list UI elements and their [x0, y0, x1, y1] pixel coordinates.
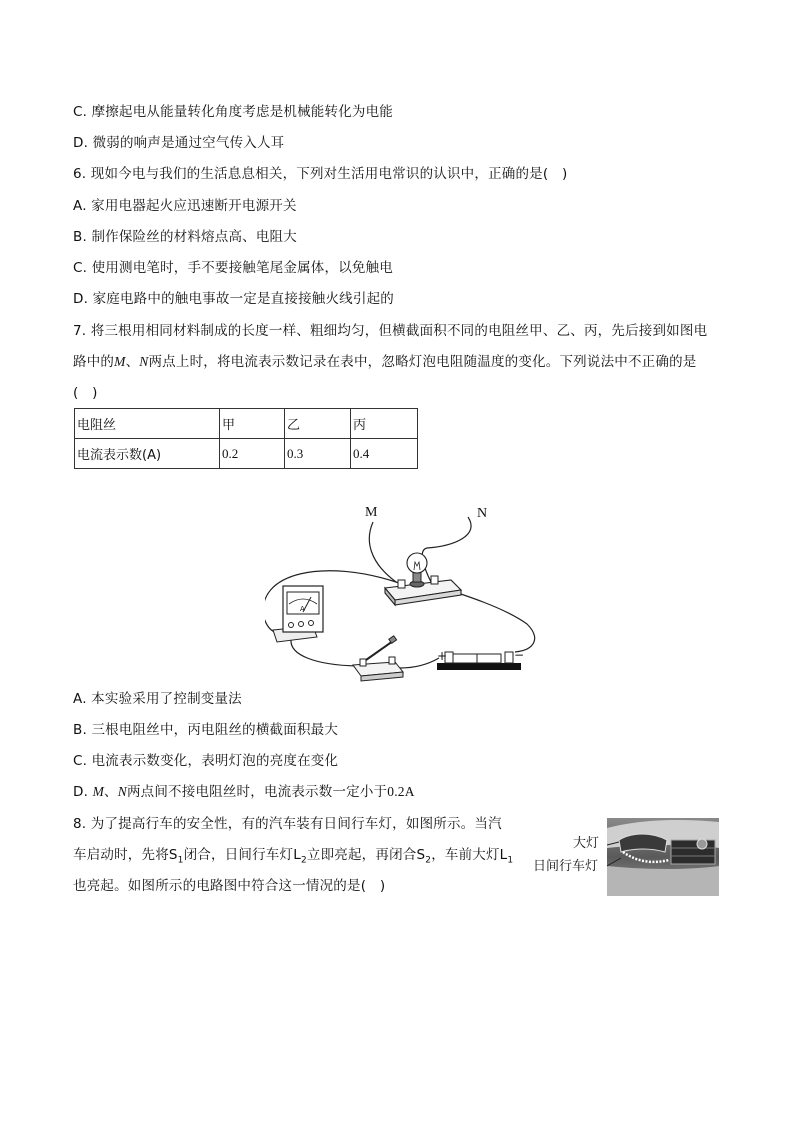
ammeter-unit: A: [300, 605, 305, 613]
q8-stem-line2: 车启动时，先将$S_1$闭合，日间行车灯$L_2$立即亮起，再闭合$S_2$，车前大灯$L_1$: [73, 847, 514, 866]
switch: [353, 636, 403, 681]
q7-option-c: C. 电流表示数变化，表明灯泡的亮度在变化: [73, 753, 339, 769]
table-cell: 丙: [351, 409, 418, 439]
table-cell: 甲: [220, 409, 285, 439]
table-cell: 电流表示数(A): [75, 439, 220, 469]
q7-option-d: D. M、N两点间不接电阻丝时，电流表示数一定小于0.2A: [73, 784, 415, 800]
q6-option-c: C. 使用测电笔时，手不要接触笔尾金属体，以免触电: [73, 260, 394, 276]
battery-plus-label: +: [437, 649, 448, 663]
q6-option-b: B. 制作保险丝的材料熔点高、电阻大: [73, 229, 297, 245]
battery-minus-label: −: [514, 648, 525, 662]
bulb-icon: [407, 553, 427, 573]
q8-stem-line3: 也亮起。如图所示的电路图中符合这一情况的是( ): [73, 878, 386, 894]
table-cell: 0.4: [351, 439, 418, 469]
q6-stem: 6. 现如今电与我们的生活息息相关，下列对生活用电常识的认识中，正确的是( ): [73, 166, 568, 182]
q6-option-d: D. 家庭电路中的触电事故一定是直接接触火线引起的: [73, 291, 394, 307]
table-cell: 0.2: [220, 439, 285, 469]
battery-box: [437, 648, 524, 670]
ammeter: [273, 586, 323, 642]
resistance-table: [74, 408, 418, 469]
q5-option-d: D. 微弱的响声是通过空气传入人耳: [73, 135, 285, 151]
table-cell: 乙: [285, 409, 351, 439]
wire-ammeter-to-switch: [291, 640, 357, 666]
q8-stem-line1: 8. 为了提高行车的安全性，有的汽车装有日间行车灯，如图所示。当汽: [73, 816, 502, 832]
label-n: N: [477, 506, 488, 521]
q7-stem-line3: ( ): [73, 385, 98, 401]
label-m: M: [365, 505, 378, 520]
table-cell: 0.3: [285, 439, 351, 469]
q7-stem-line2: 路中的M、N两点上时，将电流表示数记录在表中，忽略灯泡电阻随温度的变化。下列说法中不正确的是: [73, 354, 697, 370]
label-daytime-light: 日间行车灯: [533, 859, 599, 874]
q6-option-a: A. 家用电器起火应迅速断开电源开关: [73, 198, 297, 214]
q7-stem-line1: 7. 将三根用相同材料制成的长度一样、粗细均匀，但横截面积不同的电阻丝甲、乙、丙，先后接到如图电: [73, 323, 708, 339]
q7-option-b: B. 三根电阻丝中，丙电阻丝的横截面积最大: [73, 722, 339, 738]
label-headlight: 大灯: [573, 836, 600, 851]
circuit-diagram: [265, 500, 555, 685]
q7-option-a: A. 本实验采用了控制变量法: [73, 691, 242, 707]
wire-switch-to-battery: [400, 658, 439, 668]
table-row: [75, 409, 418, 439]
table-row: [75, 439, 418, 469]
q5-option-c: C. 摩擦起电从能量转化角度考虑是机械能转化为电能: [73, 104, 394, 120]
wire-to-m: [369, 522, 396, 582]
car-headlight-photo: [607, 818, 719, 896]
wire-to-n: [422, 517, 471, 582]
table-cell: 电阻丝: [75, 409, 220, 439]
lamp-board: [385, 553, 461, 605]
